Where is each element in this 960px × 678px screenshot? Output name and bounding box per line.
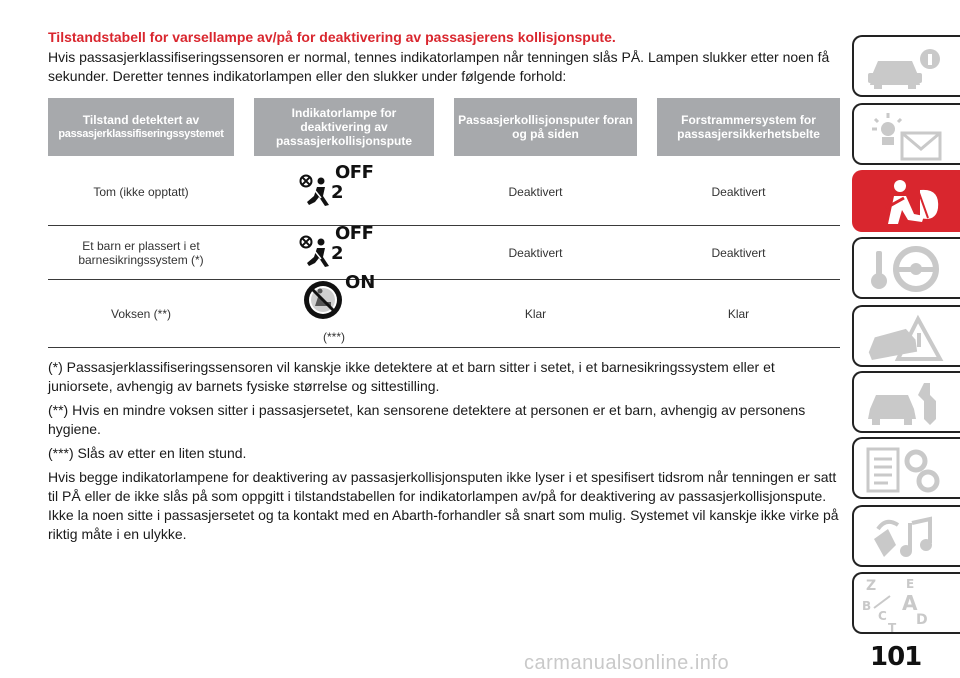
cell-state: Et barn er plassert i et barnesikringssystem (*) [48, 226, 234, 280]
passenger-airbag-on-icon [303, 280, 343, 320]
lamp-note: (***) [322, 329, 345, 344]
footnote-1: (*) Passasjerklassifiseringssensoren vil kanskje ikke detektere at et barn sitter i setet, i et barnesikringssystem eller et juniorsete, avhengig av barnets fysiske størrelse og sittestilling. [48, 359, 775, 394]
warning-paragraph: Hvis begge indikatorlampene for deaktivering av passasjerkollisjonsputen ikke lyser i et spesifisert tidsrom når tenningen er satt til PÅ eller de ikke slås på som oppgitt i tilstandstabellen for indikatorlampen av/på for deaktivering av passasjerkollisjonspute. Ikke la noen sitte i passasjersetet og ta kontakt med en Abarth-forhandler så snart som mulig. Systemet vil kanskje ikke virke på riktig måte i en ulykke. [48, 469, 839, 542]
cell-pretensioner: Deaktivert [637, 158, 840, 226]
car-info-icon [858, 39, 954, 97]
tab-dashboard[interactable] [852, 103, 960, 165]
table-header-row [48, 98, 840, 158]
svg-text:Z: Z [866, 578, 877, 594]
dashboard-warning-icon [858, 107, 954, 165]
cell-state: Tom (ikke opptatt) [48, 158, 234, 226]
svg-text:D: D [916, 612, 928, 628]
tab-emergency[interactable] [852, 305, 960, 367]
tab-index[interactable] [852, 572, 960, 634]
header-indicator-lamp: Indikatorlampe for deaktivering av passasjerkollisjonspute [234, 98, 434, 158]
index-icon [858, 576, 954, 634]
header-detected-state: Tilstand detektert av passasjerklassifiseringssystemet [48, 98, 234, 158]
airbag-on-indicator: ON [289, 276, 379, 328]
tab-safety[interactable] [852, 170, 960, 232]
cell-lamp [234, 271, 434, 348]
svg-text:T: T [888, 621, 897, 634]
svg-text:C: C [878, 609, 887, 623]
chapter-tabs [852, 0, 960, 678]
steering-key-icon [858, 241, 954, 299]
passenger-airbag-off-icon [299, 235, 335, 269]
tab-car-info[interactable] [852, 35, 960, 97]
section-title: Tilstandstabell for varsellampe av/på for deaktivering av passasjerens kollisjonspute. [48, 29, 616, 45]
cell-pretensioner: Deaktivert [637, 226, 840, 280]
passenger-airbag-off-icon [299, 174, 335, 208]
table-row [48, 226, 840, 280]
cell-airbags: Klar [434, 280, 637, 348]
cell-lamp [234, 222, 434, 280]
document-body [48, 28, 840, 544]
cell-lamp [234, 158, 434, 226]
airbag-seatbelt-icon [858, 174, 954, 232]
intro-paragraph: Hvis passasjerklassifiseringssensoren er normal, tennes indikatorlampen når tenningen slås PÅ. Lampen slukker etter noen få sekunder. Deretter tennes indikatorlampen eller den slukker under følgende forhold: [48, 49, 830, 84]
status-table [48, 98, 840, 348]
technical-data-icon [858, 441, 954, 499]
multimedia-icon [858, 509, 954, 567]
header-pretensioner: Forstrammersystem for passasjersikkerhetsbelte [637, 98, 840, 158]
footnote-3: (***) Slås av etter en liten stund. [48, 445, 247, 461]
header-airbags: Passasjerkollisjonsputer foran og på siden [434, 98, 637, 158]
tab-multimedia[interactable] [852, 505, 960, 567]
cell-airbags: Deaktivert [434, 226, 637, 280]
tab-maintenance[interactable] [852, 371, 960, 433]
airbag-off-indicator: OFF 2 [289, 166, 379, 208]
airbag-off-indicator: OFF 2 [289, 227, 379, 269]
page-number: 101 [870, 642, 922, 672]
svg-text:B: B [862, 599, 872, 613]
cell-state: Voksen (**) [48, 280, 234, 348]
footnote-2: (**) Hvis en mindre voksen sitter i passasjersetet, kan sensorene detektere at personen er et barn, avhengig av personens hygiene. [48, 402, 806, 437]
table-row [48, 158, 840, 226]
cell-pretensioner: Klar [637, 280, 840, 348]
tab-technical-data[interactable] [852, 437, 960, 499]
svg-text:A: A [902, 591, 918, 615]
car-service-icon [858, 375, 954, 433]
cell-airbags: Deaktivert [434, 158, 637, 226]
svg-text:E: E [906, 577, 915, 591]
tab-starting-driving[interactable] [852, 237, 960, 299]
breakdown-icon [858, 309, 954, 367]
watermark: carmanualsonline.info [524, 652, 730, 674]
table-row [48, 280, 840, 348]
